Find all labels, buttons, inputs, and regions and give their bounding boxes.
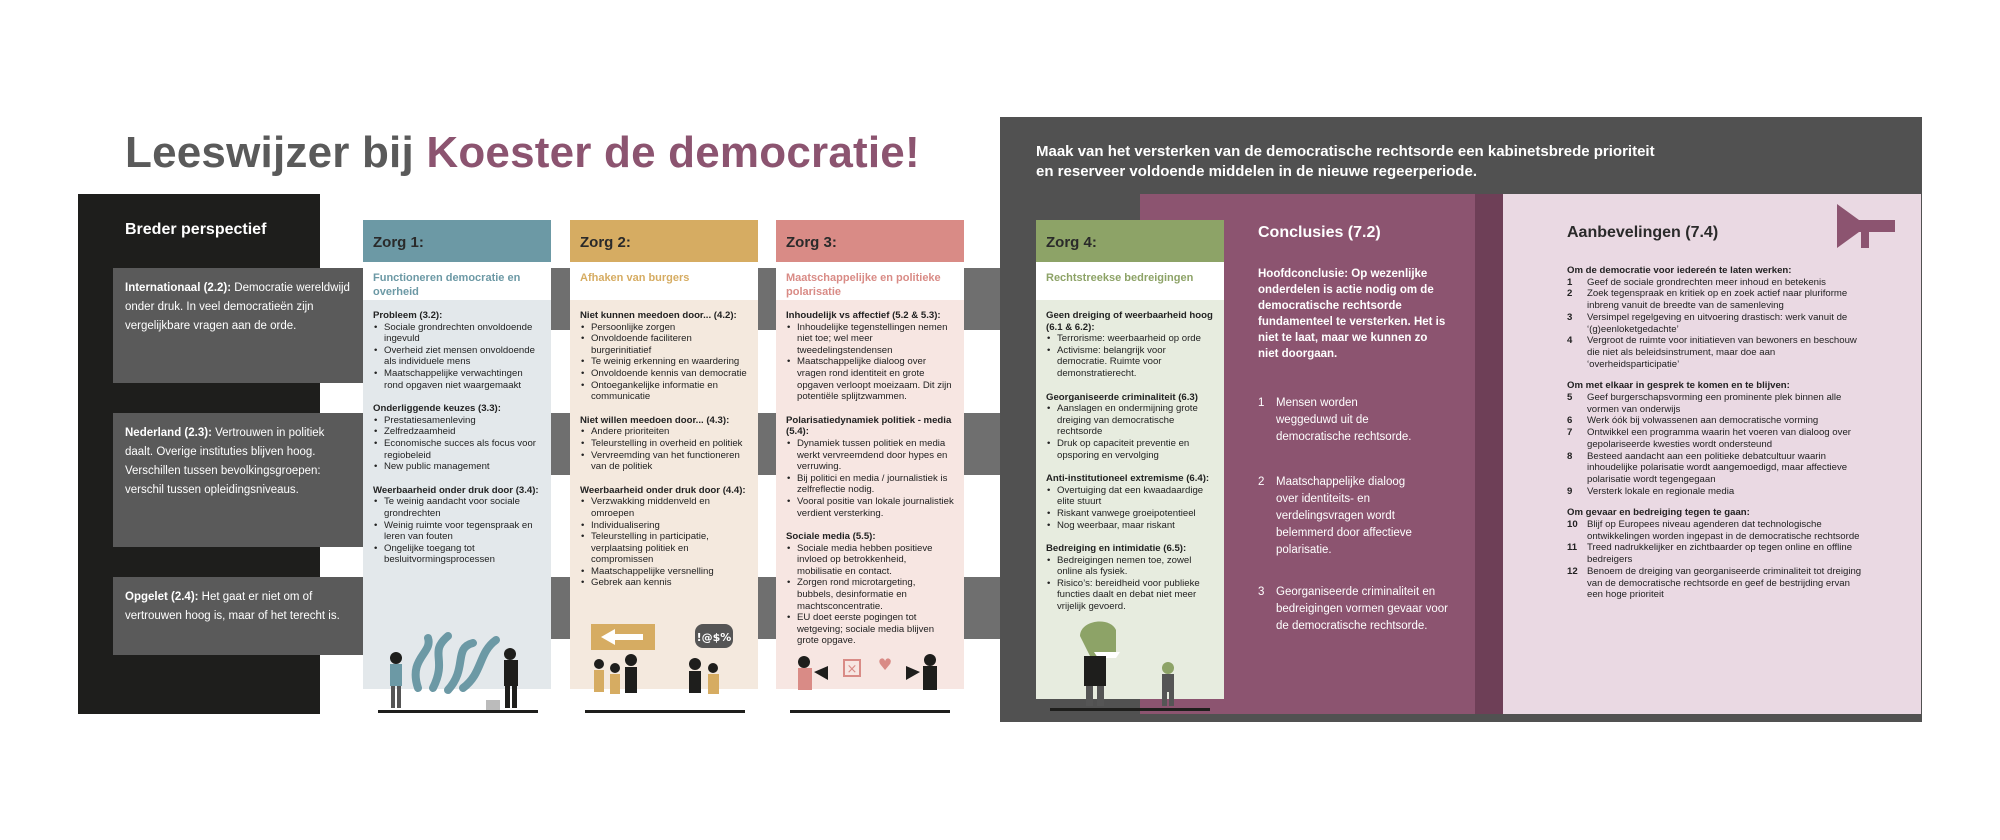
box-text: Democratie wereldwijd onder druk. In veel democratieën zijn vergelijkbare vragen aan de orde. bbox=[125, 282, 350, 332]
list-item: • Activisme: belangrijk voor democratie. Ruimte voor demonstratierecht. bbox=[1055, 345, 1214, 380]
list-item: • Ongelijke toegang tot besluitvormingsprocessen bbox=[382, 543, 541, 566]
aanbeveling-item bbox=[1567, 277, 1867, 289]
section-heading: Geen dreiging of weerbaarheid hoog (6.1 & 6.2): bbox=[1046, 310, 1213, 333]
conclusie-point bbox=[1258, 395, 1458, 446]
zorg-3-column bbox=[776, 220, 964, 689]
aanbeveling-item bbox=[1567, 312, 1867, 335]
point-text: Maatschappelijke dialoog over identiteits- en verdelingsvragen wordt belemmerd door affectieve polarisatie. bbox=[1276, 476, 1412, 556]
list-item: • Bedreigingen nemen toe, zowel online als fysiek. bbox=[1055, 555, 1214, 578]
aanbeveling-item bbox=[1567, 519, 1867, 542]
list-item: • Maatschappelijke verwachtingen rond opgaven niet waargemaakt bbox=[382, 368, 541, 391]
section-heading: Anti-institutioneel extremisme (6.4): bbox=[1046, 473, 1210, 485]
panel-title: Breder perspectief bbox=[125, 221, 267, 238]
zorg-body bbox=[776, 300, 964, 689]
section-list bbox=[373, 496, 541, 566]
item-number: 6 bbox=[1567, 415, 1573, 427]
list-item: • New public management bbox=[382, 461, 541, 473]
aanbevelingen-section-heading: Om de democratie voor iedereén te laten werken: bbox=[1567, 265, 1792, 276]
section-heading: Niet kunnen meedoen door... (4.2): bbox=[580, 310, 737, 321]
list-item: • Onvoldoende faciliteren burgerinitiatief bbox=[589, 333, 748, 356]
section-list bbox=[1046, 333, 1214, 379]
list-item: • Sociale grondrechten onvoldoende ingevuld bbox=[382, 322, 541, 345]
list-item: • Overheid ziet mensen onvoldoende als individuele mens bbox=[382, 345, 541, 368]
section-list bbox=[1046, 403, 1214, 461]
svg-text:×: × bbox=[846, 662, 858, 677]
aanbeveling-item bbox=[1567, 542, 1867, 565]
box-label: Opgelet (2.4): bbox=[125, 591, 199, 603]
list-item: • Zorgen rond microtargeting, bubbels, desinformatie en machtsconcentratie. bbox=[795, 577, 954, 612]
item-text: Geef burgerschapsvorming een prominente plek binnen alle vormen van onderwijs bbox=[1587, 392, 1842, 415]
list-item: • Ontoegankelijke informatie en communicatie bbox=[589, 380, 748, 403]
section-list bbox=[373, 415, 541, 473]
aanbeveling-item bbox=[1567, 415, 1867, 427]
list-item: • Dynamiek tussen politiek en media werkt vervreemdend door hypes en verruwing. bbox=[795, 438, 954, 473]
item-number: 7 bbox=[1567, 427, 1573, 439]
item-text: Geef de sociale grondrechten meer inhoud en betekenis bbox=[1587, 276, 1826, 288]
page-title bbox=[125, 128, 920, 178]
point-number: 3 bbox=[1258, 586, 1265, 598]
list-item: • Prestatiesamenleving bbox=[382, 415, 541, 427]
zorg-subtitle: Functioneren democratie en overheid bbox=[363, 262, 551, 300]
zorg-header: Zorg 4: bbox=[1036, 220, 1224, 262]
list-item: • Nog weerbaar, maar riskant bbox=[1055, 520, 1214, 532]
list-item: • Individualisering bbox=[589, 520, 748, 532]
list-item: • Zelfredzaamheid bbox=[382, 426, 541, 438]
aanbeveling-item bbox=[1567, 335, 1867, 370]
list-item: • Vooral positie van lokale journalistiek verdient versterking. bbox=[795, 496, 954, 519]
svg-text:!@$%: !@$% bbox=[696, 631, 732, 644]
aanbevelingen-list bbox=[1567, 265, 1867, 601]
zorg-4-illustration bbox=[1050, 616, 1210, 716]
list-item: • Aanslagen en ondermijning grote dreiging van democratische rechtsorde bbox=[1055, 403, 1214, 438]
section-list bbox=[786, 438, 954, 519]
aanbeveling-item bbox=[1567, 392, 1867, 415]
list-item: • Vervreemding van het functioneren van de politiek bbox=[589, 450, 748, 473]
section-list bbox=[373, 322, 541, 392]
list-item: • Risico’s: bereidheid voor publieke functies daalt en debat niet meer vrijelijk gevoerd. bbox=[1055, 578, 1214, 613]
section-heading: Probleem (3.2): bbox=[373, 310, 443, 321]
item-number: 2 bbox=[1567, 288, 1573, 300]
item-number: 12 bbox=[1567, 565, 1578, 577]
hoofdconclusie: Hoofdconclusie: Op wezenlijke onderdelen is actie nodig om de democratische rechtsorde fundamenteel te versterken. Het is niet te laat, maar we kunnen zo niet doorgaan. bbox=[1258, 268, 1446, 360]
list-item: • Verzwakking middenveld en omroepen bbox=[589, 496, 748, 519]
item-text: Vergroot de ruimte voor initiatieven van bewoners en beschouw die niet als beleidsinstrument, maar doe aan ‘overheidsparticipatie’ bbox=[1587, 335, 1857, 370]
conclusie-point bbox=[1258, 474, 1458, 559]
item-number: 5 bbox=[1567, 392, 1573, 404]
conclusies-title: Conclusies (7.2) bbox=[1258, 224, 1381, 241]
kabinet-headline: Maak van het versterken van de democratische rechtsorde een kabinetsbrede prioriteit en reserveer voldoende middelen in de nieuwe regeerperiode. bbox=[1036, 143, 1655, 180]
section-list bbox=[786, 322, 954, 403]
item-text: Blijf op Europees niveau agenderen dat technologische ontwikkelingen worden ingepast in de democratische rechtsorde bbox=[1587, 519, 1860, 542]
item-text: Zoek tegenspraak en kritiek op en zoek actief naar pluriforme inbreng vanuit de breedte van de samenleving bbox=[1587, 288, 1848, 312]
list-item: • Maatschappelijke versnelling bbox=[589, 566, 748, 578]
list-item: • Te weinig erkenning en waardering bbox=[589, 356, 748, 368]
title-accent: Koester de democratie! bbox=[426, 128, 920, 177]
section-list bbox=[1046, 485, 1214, 531]
point-number: 2 bbox=[1258, 476, 1265, 488]
perspectief-box-internationaal bbox=[113, 268, 363, 383]
list-item: • Terrorisme: weerbaarheid op orde bbox=[1055, 333, 1214, 345]
list-item: • Inhoudelijke tegenstellingen nemen niet toe; wel meer tweedelingstendensen bbox=[795, 322, 954, 357]
section-heading: Sociale media (5.5): bbox=[786, 531, 876, 543]
box-label: Internationaal (2.2): bbox=[125, 282, 232, 294]
aanbeveling-item bbox=[1567, 288, 1867, 311]
point-text: Georganiseerde criminaliteit en bedreigingen vormen gevaar voor de democratische rechtsorde. bbox=[1276, 586, 1448, 632]
aanbeveling-item bbox=[1567, 486, 1867, 498]
item-text: Treed nadrukkelijker en zichtbaarder op tegen online en offline bedreigers bbox=[1587, 542, 1853, 566]
item-text: Versterk lokale en regionale media bbox=[1587, 485, 1735, 497]
aanbeveling-item bbox=[1567, 566, 1867, 601]
list-item: • Onvoldoende kennis van democratie bbox=[589, 368, 748, 380]
list-item: • Teleurstelling in overheid en politiek bbox=[589, 438, 748, 450]
megaphone-icon bbox=[1835, 202, 1897, 250]
section-heading: Niet willen meedoen door... (4.3): bbox=[580, 414, 730, 426]
list-item: • Bij politici en media / journalistiek is zelfreflectie nodig. bbox=[795, 473, 954, 496]
section-list bbox=[580, 496, 748, 589]
list-item: • Andere prioriteiten bbox=[589, 426, 748, 438]
title-prefix: Leeswijzer bij bbox=[125, 128, 427, 177]
list-item: • Weinig ruimte voor tegenspraak en leren van fouten bbox=[382, 520, 541, 543]
item-number: 10 bbox=[1567, 519, 1578, 531]
section-heading: Weerbaarheid onder druk door (3.4): bbox=[373, 484, 539, 496]
section-heading: Polarisatiedynamiek politiek - media (5.4): bbox=[786, 414, 952, 438]
zorg-2-column bbox=[570, 220, 758, 689]
section-list bbox=[786, 543, 954, 647]
point-text: Mensen worden weggeduwd uit de democratische rechtsorde. bbox=[1276, 397, 1412, 443]
item-number: 4 bbox=[1567, 335, 1573, 347]
aanbevelingen-section-heading: Om gevaar en bedreiging tegen te gaan: bbox=[1567, 507, 1750, 519]
aanbeveling-item bbox=[1567, 451, 1867, 486]
section-heading: Inhoudelijk vs affectief (5.2 & 5.3): bbox=[786, 310, 941, 321]
section-heading: Weerbaarheid onder druk door (4.4): bbox=[580, 484, 746, 496]
zorg-header: Zorg 2: bbox=[570, 220, 758, 262]
section-heading: Bedreiging en intimidatie (6.5): bbox=[1046, 543, 1187, 555]
box-label: Nederland (2.3): bbox=[125, 427, 212, 439]
zorg-subtitle: Afhaken van burgers bbox=[570, 262, 758, 300]
item-number: 8 bbox=[1567, 450, 1573, 462]
item-number: 3 bbox=[1567, 311, 1573, 323]
aanbevelingen-title: Aanbevelingen (7.4) bbox=[1567, 224, 1719, 241]
zorg-2-illustration bbox=[585, 620, 745, 716]
aanbevelingen-section-heading: Om met elkaar in gesprek te komen en te blijven: bbox=[1567, 380, 1790, 392]
section-list bbox=[580, 322, 748, 403]
list-item: • Sociale media hebben positieve invloed op betrokkenheid, mobilisatie en contact. bbox=[795, 543, 954, 578]
item-text: Versimpel regelgeving en uitvoering drastisch: werk vanuit de ‘(g)eenloketgedachte’ bbox=[1587, 311, 1848, 335]
box-text: Vertrouwen in politiek daalt. Overige instituties blijven hoog. Verschillen tussen bevolkingsgroepen: verschil tussen opleidingsniveaus. bbox=[125, 427, 325, 496]
zorg-header: Zorg 3: bbox=[776, 220, 964, 262]
list-item: • EU doet eerste pogingen tot wetgeving; sociale media blijven grote opgave. bbox=[795, 612, 954, 647]
list-item: • Teleurstelling in participatie, verplaatsing politiek en compromissen bbox=[589, 531, 748, 566]
section-heading: Georganiseerde criminaliteit (6.3) bbox=[1046, 391, 1198, 403]
item-number: 9 bbox=[1567, 485, 1573, 497]
item-text: Benoem de dreiging van georganiseerde criminaliteit tot dreiging van de democratische rechtsorde en geef de bestrijding ervan een hoge prioriteit bbox=[1587, 565, 1862, 601]
zorg-subtitle: Rechtstreekse bedreigingen bbox=[1036, 262, 1224, 300]
section-heading: Onderliggende keuzes (3.3): bbox=[373, 403, 501, 415]
svg-text:♥: ♥ bbox=[877, 655, 893, 674]
list-item: • Riskant vanwege groeipotentieel bbox=[1055, 508, 1214, 520]
perspectief-box-nederland bbox=[113, 413, 363, 547]
item-number: 11 bbox=[1567, 542, 1578, 554]
list-item: • Gebrek aan kennis bbox=[589, 577, 748, 589]
section-list bbox=[580, 426, 748, 472]
list-item: • Economische succes als focus voor regiobeleid bbox=[382, 438, 541, 461]
conclusie-point bbox=[1258, 584, 1458, 635]
point-number: 1 bbox=[1258, 397, 1265, 409]
aanbeveling-item bbox=[1567, 427, 1867, 450]
item-number: 1 bbox=[1567, 276, 1573, 288]
zorg-header: Zorg 1: bbox=[363, 220, 551, 262]
list-item: • Te weinig aandacht voor sociale grondrechten bbox=[382, 496, 541, 519]
list-item: • Persoonlijke zorgen bbox=[589, 322, 748, 334]
zorg-1-illustration bbox=[378, 628, 538, 716]
zorg-3-illustration bbox=[790, 646, 950, 716]
item-text: Ontwikkel een programma waarin het voeren van dialoog over gepolariseerde kwesties wordt ondersteund bbox=[1587, 427, 1851, 450]
list-item: • Overtuiging dat een kwaadaardige elite stuurt bbox=[1055, 485, 1214, 508]
section-list bbox=[1046, 555, 1214, 613]
list-item: • Maatschappelijke dialoog over vragen rond identiteit en grote opgaven verloopt moeizaam. Dit zijn potentiële splijtzwammen. bbox=[795, 356, 954, 402]
perspectief-box-opgelet bbox=[113, 577, 363, 655]
zorg-1-column bbox=[363, 220, 551, 689]
zorg-subtitle: Maatschappelijke en politieke polarisatie bbox=[776, 262, 964, 300]
list-item: • Druk op capaciteit preventie en opsporing en vervolging bbox=[1055, 438, 1214, 461]
item-text: Besteed aandacht aan een politieke debatcultuur waarin inhoudelijke polarisatie wordt aangemoedigd, maar affectieve polarisatie wordt tegengegaan bbox=[1587, 450, 1848, 485]
item-text: Werk óók bij volwassenen aan democratische vorming bbox=[1587, 415, 1819, 427]
box-text: Het gaat er niet om of vertrouwen hoog is, maar of het terecht is. bbox=[125, 591, 340, 622]
